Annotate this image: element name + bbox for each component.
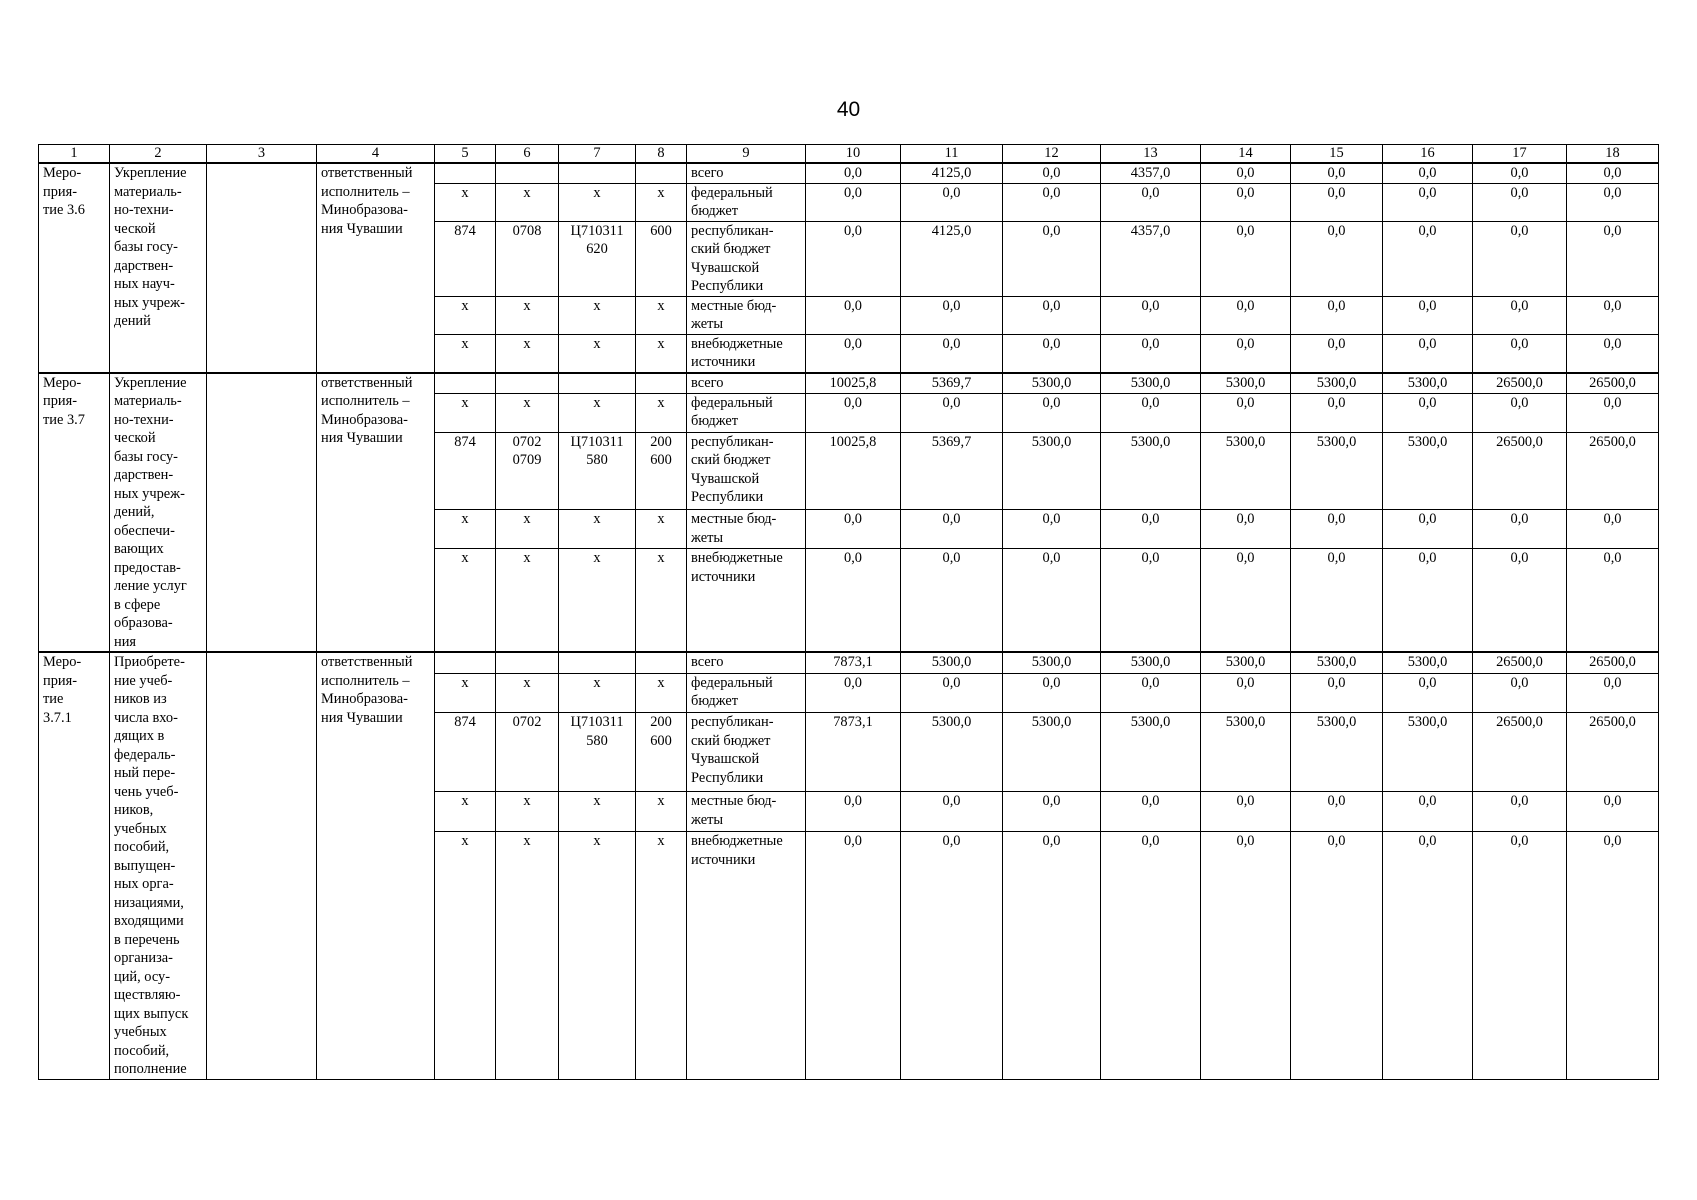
value-cell: 0,0	[1383, 393, 1473, 432]
section-code-cell	[496, 163, 559, 183]
value-cell: 0,0	[1003, 792, 1101, 832]
target-article-cell: Ц710311 580	[559, 713, 636, 792]
column-number-cell: 1	[39, 145, 110, 164]
value-cell: 0,0	[1101, 549, 1201, 652]
value-cell: 0,0	[1383, 792, 1473, 832]
value-cell: 5300,0	[1201, 713, 1291, 792]
value-cell: 5369,7	[901, 432, 1003, 509]
expense-type-cell: х	[636, 183, 687, 221]
section-code-cell: х	[496, 673, 559, 713]
gr-code-cell: х	[435, 673, 496, 713]
value-cell: 26500,0	[1473, 432, 1567, 509]
value-cell: 0,0	[1383, 183, 1473, 221]
value-cell: 0,0	[1383, 334, 1473, 373]
column-3-cell	[207, 373, 317, 653]
value-cell: 0,0	[806, 832, 901, 1079]
value-cell: 0,0	[806, 221, 901, 296]
value-cell: 0,0	[1101, 296, 1201, 334]
funding-source-cell: местные бюд- жеты	[687, 792, 806, 832]
value-cell: 0,0	[1473, 296, 1567, 334]
value-cell: 0,0	[1291, 296, 1383, 334]
value-cell: 0,0	[1567, 673, 1659, 713]
value-cell: 5300,0	[1101, 373, 1201, 394]
expense-type-cell: 600	[636, 221, 687, 296]
event-number-cell: Меро- прия- тие 3.7	[39, 373, 110, 653]
column-number-cell: 15	[1291, 145, 1383, 164]
value-cell: 0,0	[1567, 183, 1659, 221]
funding-source-cell: всего	[687, 373, 806, 394]
column-number-header	[39, 145, 1659, 164]
value-cell: 5300,0	[1003, 373, 1101, 394]
expense-type-cell	[636, 652, 687, 673]
column-number-cell: 7	[559, 145, 636, 164]
expense-type-cell: х	[636, 673, 687, 713]
column-number-cell: 9	[687, 145, 806, 164]
value-cell: 0,0	[1473, 183, 1567, 221]
gr-code-cell: х	[435, 393, 496, 432]
value-cell: 5300,0	[1291, 373, 1383, 394]
expense-type-cell: 200 600	[636, 713, 687, 792]
value-cell: 0,0	[1101, 673, 1201, 713]
section-code-cell: х	[496, 393, 559, 432]
value-cell: 0,0	[1291, 334, 1383, 373]
value-cell: 0,0	[1201, 393, 1291, 432]
value-cell: 0,0	[1383, 510, 1473, 549]
value-cell: 0,0	[1567, 510, 1659, 549]
value-cell: 0,0	[901, 832, 1003, 1079]
value-cell: 4125,0	[901, 163, 1003, 183]
value-cell: 5300,0	[1003, 432, 1101, 509]
value-cell: 5300,0	[1291, 713, 1383, 792]
expense-type-cell: х	[636, 334, 687, 373]
column-number-cell: 4	[317, 145, 435, 164]
gr-code-cell: х	[435, 832, 496, 1079]
expense-type-cell: х	[636, 792, 687, 832]
target-article-cell	[559, 652, 636, 673]
target-article-cell: Ц710311 580	[559, 432, 636, 509]
value-cell: 0,0	[1291, 163, 1383, 183]
column-number-cell: 16	[1383, 145, 1473, 164]
value-cell: 0,0	[1003, 183, 1101, 221]
page-number: 40	[836, 98, 861, 121]
column-number-cell: 11	[901, 145, 1003, 164]
event-name-cell: Укрепление материаль- но-техни- ческой базы госу- дарствен- ных науч- ных учреж- дений	[110, 163, 207, 373]
gr-code-cell	[435, 163, 496, 183]
value-cell: 26500,0	[1567, 652, 1659, 673]
value-cell: 0,0	[806, 183, 901, 221]
value-cell: 0,0	[806, 549, 901, 652]
table-row	[39, 373, 1659, 394]
executor-cell: ответственный исполнитель – Минобразова- ния Чувашии	[317, 373, 435, 653]
value-cell: 0,0	[1473, 792, 1567, 832]
value-cell: 0,0	[1567, 792, 1659, 832]
value-cell: 0,0	[1201, 334, 1291, 373]
value-cell: 0,0	[1291, 221, 1383, 296]
target-article-cell	[559, 163, 636, 183]
event-name-cell: Укрепление материаль- но-техни- ческой базы госу- дарствен- ных учреж- дений, обеспечи- вающих предостав- ление услуг в сфере образова- ния	[110, 373, 207, 653]
value-cell: 26500,0	[1567, 713, 1659, 792]
funding-source-cell: внебюджетные источники	[687, 832, 806, 1079]
value-cell: 0,0	[806, 393, 901, 432]
value-cell: 0,0	[1291, 792, 1383, 832]
value-cell: 26500,0	[1473, 373, 1567, 394]
value-cell: 0,0	[901, 183, 1003, 221]
value-cell: 26500,0	[1473, 713, 1567, 792]
section-code-cell: х	[496, 510, 559, 549]
funding-source-cell: внебюджетные источники	[687, 334, 806, 373]
value-cell: 0,0	[1567, 334, 1659, 373]
value-cell: 0,0	[1003, 549, 1101, 652]
gr-code-cell	[435, 652, 496, 673]
value-cell: 5300,0	[1291, 652, 1383, 673]
gr-code-cell: 874	[435, 432, 496, 509]
value-cell: 0,0	[1201, 221, 1291, 296]
value-cell: 0,0	[1101, 792, 1201, 832]
expense-type-cell: х	[636, 393, 687, 432]
value-cell: 0,0	[1383, 673, 1473, 713]
gr-code-cell: 874	[435, 713, 496, 792]
expense-type-cell	[636, 373, 687, 394]
value-cell: 0,0	[1101, 510, 1201, 549]
column-3-cell	[207, 163, 317, 373]
value-cell: 4357,0	[1101, 163, 1201, 183]
expense-type-cell: х	[636, 832, 687, 1079]
value-cell: 0,0	[901, 510, 1003, 549]
value-cell: 0,0	[1383, 832, 1473, 1079]
value-cell: 0,0	[1473, 221, 1567, 296]
value-cell: 5300,0	[1201, 373, 1291, 394]
column-number-cell: 18	[1567, 145, 1659, 164]
value-cell: 0,0	[1003, 334, 1101, 373]
value-cell: 0,0	[1383, 163, 1473, 183]
column-number-cell: 2	[110, 145, 207, 164]
value-cell: 0,0	[901, 334, 1003, 373]
column-number-cell: 6	[496, 145, 559, 164]
section-code-cell: х	[496, 334, 559, 373]
value-cell: 0,0	[1291, 393, 1383, 432]
value-cell: 0,0	[1003, 296, 1101, 334]
value-cell: 0,0	[1383, 549, 1473, 652]
funding-source-cell: республикан- ский бюджет Чувашской Республики	[687, 713, 806, 792]
table-row	[39, 652, 1659, 673]
value-cell: 0,0	[1201, 832, 1291, 1079]
value-cell: 0,0	[1383, 296, 1473, 334]
section-code-cell: х	[496, 183, 559, 221]
value-cell: 0,0	[806, 163, 901, 183]
value-cell: 5300,0	[1383, 373, 1473, 394]
value-cell: 0,0	[1291, 832, 1383, 1079]
value-cell: 0,0	[1003, 832, 1101, 1079]
value-cell: 0,0	[1201, 510, 1291, 549]
value-cell: 5300,0	[1003, 652, 1101, 673]
value-cell: 0,0	[1473, 393, 1567, 432]
value-cell: 0,0	[1201, 549, 1291, 652]
target-article-cell: х	[559, 673, 636, 713]
expense-type-cell: 200 600	[636, 432, 687, 509]
value-cell: 0,0	[1291, 673, 1383, 713]
event-number-cell: Меро- прия- тие 3.6	[39, 163, 110, 373]
expense-type-cell	[636, 163, 687, 183]
value-cell: 5300,0	[1201, 652, 1291, 673]
column-number-cell: 13	[1101, 145, 1201, 164]
value-cell: 10025,8	[806, 373, 901, 394]
gr-code-cell: х	[435, 183, 496, 221]
section-code-cell: х	[496, 549, 559, 652]
funding-source-cell: республикан- ский бюджет Чувашской Республики	[687, 221, 806, 296]
funding-source-cell: федеральный бюджет	[687, 183, 806, 221]
value-cell: 5300,0	[1383, 652, 1473, 673]
value-cell: 0,0	[1201, 673, 1291, 713]
target-article-cell: х	[559, 393, 636, 432]
gr-code-cell	[435, 373, 496, 394]
value-cell: 0,0	[1567, 393, 1659, 432]
target-article-cell	[559, 373, 636, 394]
event-name-cell: Приобрете- ние учеб- ников из числа вхо- дящих в федераль- ный пере- чень учеб- ников, учебных пособий, выпущен- ных орга- низациями, входящими в перечень организа- ций, осу- ществляю- щих выпуск учебных пособий, пополнение	[110, 652, 207, 1079]
gr-code-cell: х	[435, 510, 496, 549]
value-cell: 0,0	[806, 510, 901, 549]
event-number-cell: Меро- прия- тие 3.7.1	[39, 652, 110, 1079]
value-cell: 0,0	[1291, 510, 1383, 549]
value-cell: 0,0	[1567, 296, 1659, 334]
value-cell: 0,0	[1291, 549, 1383, 652]
value-cell: 0,0	[1567, 832, 1659, 1079]
value-cell: 0,0	[1201, 296, 1291, 334]
value-cell: 0,0	[1101, 183, 1201, 221]
funding-source-cell: всего	[687, 652, 806, 673]
value-cell: 0,0	[806, 673, 901, 713]
column-3-cell	[207, 652, 317, 1079]
value-cell: 0,0	[901, 673, 1003, 713]
value-cell: 0,0	[901, 393, 1003, 432]
expense-type-cell: х	[636, 549, 687, 652]
value-cell: 5300,0	[1101, 432, 1201, 509]
target-article-cell: Ц710311 620	[559, 221, 636, 296]
section-code-cell: 0702 0709	[496, 432, 559, 509]
column-number-cell: 17	[1473, 145, 1567, 164]
gr-code-cell: х	[435, 549, 496, 652]
column-number-cell: 5	[435, 145, 496, 164]
section-code-cell	[496, 373, 559, 394]
value-cell: 7873,1	[806, 652, 901, 673]
value-cell: 0,0	[1473, 510, 1567, 549]
value-cell: 0,0	[1101, 393, 1201, 432]
value-cell: 0,0	[901, 296, 1003, 334]
value-cell: 5300,0	[1383, 432, 1473, 509]
section-code-cell: х	[496, 296, 559, 334]
gr-code-cell: 874	[435, 221, 496, 296]
value-cell: 0,0	[1567, 163, 1659, 183]
value-cell: 0,0	[1201, 163, 1291, 183]
value-cell: 26500,0	[1567, 432, 1659, 509]
gr-code-cell: х	[435, 334, 496, 373]
value-cell: 0,0	[901, 549, 1003, 652]
value-cell: 5300,0	[901, 652, 1003, 673]
value-cell: 0,0	[1101, 334, 1201, 373]
value-cell: 0,0	[1201, 792, 1291, 832]
target-article-cell: х	[559, 832, 636, 1079]
column-number-cell: 8	[636, 145, 687, 164]
value-cell: 0,0	[1003, 221, 1101, 296]
value-cell: 4125,0	[901, 221, 1003, 296]
value-cell: 5300,0	[1003, 713, 1101, 792]
executor-cell: ответственный исполнитель – Минобразова- ния Чувашии	[317, 163, 435, 373]
column-number-cell: 12	[1003, 145, 1101, 164]
value-cell: 0,0	[806, 296, 901, 334]
column-number-cell: 10	[806, 145, 901, 164]
value-cell: 0,0	[1473, 673, 1567, 713]
column-number-cell: 3	[207, 145, 317, 164]
value-cell: 26500,0	[1567, 373, 1659, 394]
value-cell: 0,0	[1473, 549, 1567, 652]
value-cell: 5369,7	[901, 373, 1003, 394]
executor-cell: ответственный исполнитель – Минобразова- ния Чувашии	[317, 652, 435, 1079]
target-article-cell: х	[559, 334, 636, 373]
funding-source-cell: внебюджетные источники	[687, 549, 806, 652]
funding-source-cell: республикан- ский бюджет Чувашской Республики	[687, 432, 806, 509]
value-cell: 0,0	[1473, 163, 1567, 183]
value-cell: 0,0	[1383, 221, 1473, 296]
gr-code-cell: х	[435, 296, 496, 334]
value-cell: 0,0	[1473, 334, 1567, 373]
funding-source-cell: местные бюд- жеты	[687, 510, 806, 549]
section-code-cell: х	[496, 792, 559, 832]
funding-source-cell: федеральный бюджет	[687, 393, 806, 432]
target-article-cell: х	[559, 549, 636, 652]
value-cell: 0,0	[1473, 832, 1567, 1079]
funding-source-cell: всего	[687, 163, 806, 183]
target-article-cell: х	[559, 183, 636, 221]
expense-type-cell: х	[636, 510, 687, 549]
gr-code-cell: х	[435, 792, 496, 832]
value-cell: 0,0	[1003, 673, 1101, 713]
value-cell: 0,0	[1003, 163, 1101, 183]
expense-type-cell: х	[636, 296, 687, 334]
target-article-cell: х	[559, 792, 636, 832]
column-number-cell: 14	[1201, 145, 1291, 164]
value-cell: 0,0	[806, 334, 901, 373]
value-cell: 10025,8	[806, 432, 901, 509]
value-cell: 0,0	[1567, 549, 1659, 652]
value-cell: 7873,1	[806, 713, 901, 792]
value-cell: 5300,0	[1291, 432, 1383, 509]
funding-source-cell: местные бюд- жеты	[687, 296, 806, 334]
value-cell: 5300,0	[901, 713, 1003, 792]
value-cell: 0,0	[1201, 183, 1291, 221]
value-cell: 0,0	[1003, 510, 1101, 549]
funding-source-cell: федеральный бюджет	[687, 673, 806, 713]
value-cell: 0,0	[901, 792, 1003, 832]
target-article-cell: х	[559, 296, 636, 334]
value-cell: 5300,0	[1101, 713, 1201, 792]
value-cell: 0,0	[1003, 393, 1101, 432]
value-cell: 0,0	[806, 792, 901, 832]
value-cell: 0,0	[1567, 221, 1659, 296]
section-code-cell	[496, 652, 559, 673]
section-code-cell: х	[496, 832, 559, 1079]
value-cell: 0,0	[1291, 183, 1383, 221]
value-cell: 26500,0	[1473, 652, 1567, 673]
value-cell: 0,0	[1101, 832, 1201, 1079]
section-code-cell: 0708	[496, 221, 559, 296]
value-cell: 5300,0	[1201, 432, 1291, 509]
value-cell: 5300,0	[1383, 713, 1473, 792]
value-cell: 5300,0	[1101, 652, 1201, 673]
budget-table	[38, 144, 1659, 1080]
table-row	[39, 163, 1659, 183]
value-cell: 4357,0	[1101, 221, 1201, 296]
target-article-cell: х	[559, 510, 636, 549]
section-code-cell: 0702	[496, 713, 559, 792]
